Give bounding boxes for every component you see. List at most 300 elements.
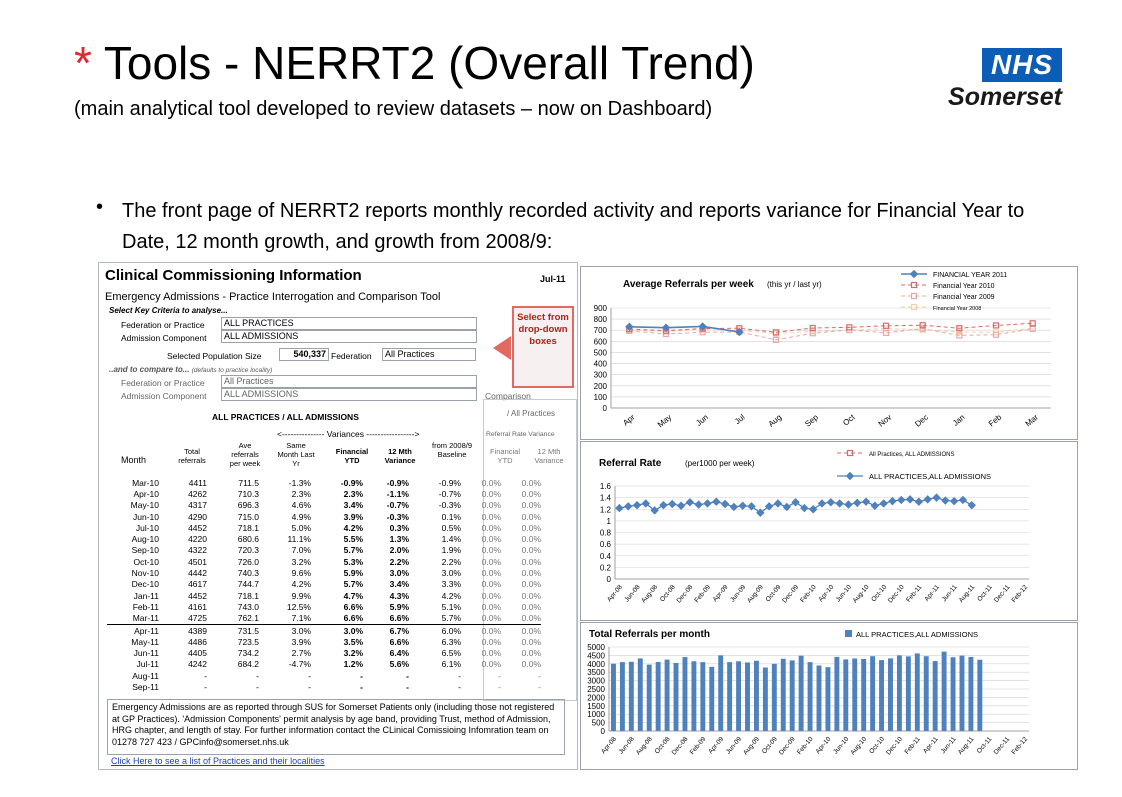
bar [736, 661, 741, 731]
bar [808, 662, 813, 731]
x-tick-label: Aug-08 [634, 735, 654, 757]
cell-twelve: 6.6% [389, 613, 409, 624]
y-tick-label: 0.8 [599, 528, 611, 538]
x-tick-label: Oct-08 [653, 735, 672, 756]
bar [611, 664, 616, 731]
cell-baseline: 4.2% [441, 590, 461, 601]
data-point [704, 500, 711, 507]
cell-month: Jun-11 [133, 648, 159, 659]
cell-ytd: 6.6% [343, 613, 363, 624]
cell-samemonth: - [308, 681, 311, 692]
x-tick-label: Dec-08 [670, 735, 690, 757]
cell-twelve: -0.3% [386, 511, 409, 522]
cell-cmp-ytd: - [498, 670, 501, 681]
y-tick-label: 4500 [587, 651, 605, 661]
tool-subtitle: Emergency Admissions - Practice Interrogation and Comparison Tool [105, 291, 441, 303]
cell-twelve: -0.9% [386, 477, 409, 488]
cell-samemonth: 3.9% [291, 636, 311, 647]
data-point [827, 499, 834, 506]
cell-ave: 680.6 [237, 534, 259, 545]
comparison-practices-label: / All Practices [507, 409, 556, 418]
cell-samemonth: 7.1% [291, 613, 311, 624]
cell-ave: 720.3 [237, 545, 259, 556]
cell-ytd: 5.9% [343, 568, 363, 579]
cell-total: 4161 [188, 601, 207, 612]
cell-cmp-12: 0.0% [521, 511, 541, 522]
x-tick-label: Oct [841, 412, 857, 428]
bar [691, 661, 696, 731]
cell-samemonth: 3.0% [259, 624, 311, 636]
cell-ytd: - [360, 670, 363, 681]
y-tick-label: 0.4 [599, 551, 611, 561]
y-tick-label: 200 [593, 381, 607, 391]
cell-twelve: 5.9% [389, 601, 409, 612]
bar [790, 660, 795, 731]
bar [700, 662, 705, 731]
cell-ave: - [256, 681, 259, 692]
cell-twelve: 6.4% [389, 648, 409, 659]
cell-ave: 696.3 [237, 500, 259, 511]
cell-samemonth: -1.3% [288, 477, 311, 488]
cell-cmp-12: 0.0% [521, 534, 541, 545]
table-row [107, 533, 541, 544]
cell-baseline: 5.1% [441, 601, 461, 612]
cell-ave: 734.2 [237, 648, 259, 659]
x-tick-label: Aug-08 [640, 583, 660, 605]
admission-component-label: Admission Component [121, 333, 207, 343]
x-tick-label: Jun-09 [729, 583, 748, 604]
x-tick-label: Jun-11 [940, 583, 959, 604]
cell-baseline: - [458, 681, 461, 692]
cell-twelve: 3.4% [389, 579, 409, 590]
cell-twelve: 0.3% [389, 522, 409, 533]
legend-label: Financial Year 2010 [933, 283, 995, 290]
cell-total: 4220 [188, 534, 207, 545]
y-tick-label: 700 [593, 326, 607, 336]
y-tick-label: 900 [593, 304, 607, 313]
cell-twelve: -1.1% [386, 488, 409, 499]
y-tick-label: 1.4 [599, 493, 611, 503]
cell-total: 4617 [188, 579, 207, 590]
cell-baseline: 1.9% [441, 545, 461, 556]
cell-cmp-12: 0.0% [521, 636, 541, 647]
bullet-text: The front page of NERRT2 reports monthly recorded activity and reports variance for Financial Year to Date, 12 month growth, and growth from 2008/9: [122, 200, 1025, 253]
cell-cmp-ytd: 0.0% [481, 477, 501, 488]
data-point [713, 498, 720, 505]
cell-cmp-12: 0.0% [501, 624, 541, 636]
series-line [629, 328, 1032, 334]
data-point [924, 496, 931, 503]
compare-component-dropdown[interactable]: ALL ADMISSIONS [221, 388, 477, 401]
cell-baseline: 3.0% [441, 568, 461, 579]
cell-ave: 684.2 [237, 659, 259, 670]
cell-baseline: 6.1% [441, 659, 461, 670]
y-tick-label: 4000 [587, 659, 605, 669]
header-12mth-variance: 12 Mth Variance [384, 447, 416, 465]
header-cmp-financial-ytd: Financial YTD [489, 447, 520, 465]
cell-cmp-ytd: 0.0% [481, 601, 501, 612]
federation-practice-label: Federation or Practice [121, 320, 205, 330]
bar [924, 656, 929, 731]
cell-ave: 723.5 [237, 636, 259, 647]
x-tick-label: Dec-09 [781, 583, 801, 605]
data-point [871, 502, 878, 509]
data-point [678, 502, 685, 509]
y-tick-label: 300 [593, 370, 607, 380]
data-point [695, 501, 702, 508]
cell-month: Dec-10 [131, 579, 159, 590]
cell-ytd: 5.5% [343, 534, 363, 545]
bar [817, 665, 822, 731]
compare-component-label: Admission Component [121, 391, 207, 401]
title-star: * [74, 37, 92, 89]
cell-twelve: 3.0% [389, 568, 409, 579]
data-point [933, 494, 940, 501]
cell-cmp-12: 0.0% [521, 568, 541, 579]
federation-label: Federation [331, 351, 372, 361]
cell-cmp-12: - [538, 670, 541, 681]
x-tick-label: Apr-10 [814, 735, 833, 756]
legend-label: FINANCIAL YEAR 2011 [933, 272, 1008, 279]
bar [888, 658, 893, 731]
data-point [968, 502, 975, 509]
bar [665, 660, 670, 731]
referrals-table-body [107, 477, 541, 693]
cell-month: Apr-10 [133, 488, 159, 499]
cell-month: Jun-10 [133, 511, 159, 522]
x-tick-label: Apr-10 [817, 583, 836, 604]
data-point [686, 499, 693, 506]
cell-baseline: 1.4% [441, 534, 461, 545]
cell-cmp-12: 0.0% [521, 556, 541, 567]
cell-total: 4405 [188, 648, 207, 659]
cell-baseline: -0.3% [438, 500, 461, 511]
cell-cmp-ytd: 0.0% [481, 488, 501, 499]
bar [620, 662, 625, 731]
bar [834, 657, 839, 731]
cell-cmp-ytd: 0.0% [481, 522, 501, 533]
chart-avg-referrals [580, 266, 1078, 440]
cell-cmp-12: 0.0% [521, 500, 541, 511]
x-tick-label: Jul [732, 412, 747, 427]
data-point [660, 502, 667, 509]
bar [951, 657, 956, 731]
variances-label: <--------------- Variances -----------------> [277, 429, 420, 439]
chart-title: Total Referrals per month [589, 629, 710, 640]
x-tick-label: Mar [1023, 412, 1040, 429]
cell-total: 4317 [188, 500, 207, 511]
y-tick-label: 1000 [587, 710, 605, 720]
cell-ave: 711.5 [238, 477, 259, 488]
cell-twelve: 6.7% [363, 624, 409, 636]
x-tick-label: Apr [621, 412, 637, 428]
federation-practice-dropdown[interactable]: ALL PRACTICES [221, 317, 477, 330]
select-callout [512, 306, 574, 388]
cell-twelve: 2.2% [389, 556, 409, 567]
x-tick-label: Feb-09 [688, 735, 708, 757]
cell-ave: 762.1 [237, 613, 259, 624]
cell-total: - [204, 681, 207, 692]
x-tick-label: Oct-11 [976, 583, 994, 603]
avg-referrals-svg [581, 267, 1077, 439]
table-row [107, 601, 541, 612]
cell-total: 4290 [188, 511, 207, 522]
x-tick-label: Aug-09 [742, 735, 761, 757]
chart-title: Referral Rate [599, 458, 662, 469]
y-tick-label: 0 [602, 404, 607, 413]
cell-samemonth: 12.5% [286, 601, 311, 612]
cell-cmp-ytd: 0.0% [481, 545, 501, 556]
cell-samemonth: 4.9% [291, 511, 311, 522]
bar [852, 658, 857, 731]
x-tick-label: Dec-11 [992, 735, 1012, 756]
compare-federation-label: Federation or Practice [121, 378, 205, 388]
x-tick-label: Aug-09 [746, 583, 765, 605]
cell-cmp-12: 0.0% [521, 545, 541, 556]
cell-twelve: - [406, 670, 409, 681]
cell-ytd: 5.7% [343, 579, 363, 590]
legend-label: Financial Year 2008 [933, 306, 982, 312]
bar [638, 658, 643, 731]
cell-baseline: -0.9% [438, 477, 461, 488]
x-tick-label: Jun-09 [724, 735, 744, 756]
cell-twelve: 2.0% [389, 545, 409, 556]
y-tick-label: 400 [593, 359, 607, 369]
data-point [669, 501, 676, 508]
x-tick-label: Jun-10 [832, 735, 851, 756]
cell-samemonth: - [308, 670, 311, 681]
x-tick-label: Feb-12 [1010, 583, 1030, 605]
compare-label-text: ..and to compare to... [109, 365, 190, 374]
header-baseline: from 2008/9 Baseline [431, 441, 473, 459]
cell-month: Sep-10 [131, 545, 159, 556]
x-tick-label: Dec-08 [675, 583, 695, 605]
cell-ave: 726.0 [237, 556, 259, 567]
footer-note: Emergency Admissions are as reported through SUS for Somerset Patients only (including those not registered at GP Practices). 'Admission Components' permit analysis by age band, providing Trust, method of Admission, HRG chapter, and length of stay. For further information contact the CLinical Comissioing Infomration team on 01278 727 423 / GPCinfo@somerset.nhs.uk [107, 699, 565, 755]
cell-ytd: 5.7% [343, 545, 363, 556]
bar [718, 655, 723, 731]
cell-month: Feb-11 [132, 601, 159, 612]
data-point [625, 503, 632, 510]
bar [906, 656, 911, 731]
select-criteria-label: Select Key Criteria to analyse... [109, 306, 228, 315]
callout-text: Select from drop-down boxes [517, 312, 569, 347]
cell-cmp-ytd: 0.0% [481, 648, 501, 659]
legend-label: All Practices, ALL ADMISSIONS [869, 452, 955, 458]
title-text: Tools - NERRT2 (Overall Trend) [103, 37, 755, 89]
cell-cmp-12: 0.0% [521, 488, 541, 499]
cell-total: 4501 [188, 556, 207, 567]
table-row [107, 477, 541, 488]
cell-ave: 740.3 [237, 568, 259, 579]
chart-title: Average Referrals per week [623, 279, 754, 290]
table-row [107, 579, 541, 590]
data-point [836, 500, 843, 507]
x-tick-label: Feb-11 [905, 583, 924, 604]
y-tick-label: 0.6 [599, 540, 611, 550]
cell-ytd: 2.3% [343, 488, 363, 499]
data-point [907, 496, 914, 503]
y-tick-label: 500 [591, 718, 605, 728]
header-total-referrals: Total referrals [178, 447, 206, 465]
cell-ytd: 3.5% [343, 636, 363, 647]
cell-samemonth: 9.9% [291, 590, 311, 601]
cell-cmp-12: 0.0% [521, 579, 541, 590]
table-row [107, 545, 541, 556]
bar [709, 667, 714, 731]
table-row [107, 670, 541, 681]
x-tick-label: Feb-09 [693, 583, 713, 605]
table-row [107, 624, 541, 636]
total-referrals-svg [581, 623, 1077, 769]
bar [727, 662, 732, 731]
cell-ytd: 4.2% [343, 522, 363, 533]
x-tick-label: Apr-09 [707, 735, 726, 756]
data-point [819, 500, 826, 507]
data-point [889, 498, 896, 505]
cell-month: Sep-11 [132, 681, 159, 692]
bullet-dot-icon: • [96, 196, 104, 218]
cell-month: May-10 [130, 500, 159, 511]
bar [879, 660, 884, 731]
bar [656, 662, 661, 731]
cell-ytd: 3.2% [343, 648, 363, 659]
cell-cmp-ytd: 0.0% [481, 556, 501, 567]
table-heading: ALL PRACTICES / ALL ADMISSIONS [212, 412, 359, 422]
y-tick-label: 1.2 [599, 505, 611, 515]
bar [861, 659, 866, 731]
x-tick-label: Oct-10 [870, 583, 889, 604]
legend-label: ALL PRACTICES,ALL ADMISSIONS [856, 630, 978, 639]
bar [763, 667, 768, 731]
bar [629, 662, 634, 731]
table-row [107, 522, 541, 533]
bar [977, 660, 982, 731]
table-row [107, 659, 541, 670]
referral-rate-svg [581, 442, 1077, 620]
cell-ave: 718.1 [237, 590, 259, 601]
cell-month: Apr-11 [107, 624, 165, 636]
cell-baseline: 0.5% [441, 522, 461, 533]
cell-cmp-12: 0.0% [521, 648, 541, 659]
cell-cmp-ytd: 0.0% [481, 511, 501, 522]
compare-federation-dropdown[interactable]: All Practices [221, 375, 477, 388]
cell-ytd: 3.0% [311, 624, 363, 636]
cell-samemonth: 9.6% [291, 568, 311, 579]
data-point [863, 498, 870, 505]
cell-samemonth: 4.2% [291, 579, 311, 590]
header-cmp-12mth-variance: 12 Mth Variance [534, 447, 564, 465]
x-tick-label: Jun-08 [623, 583, 642, 604]
x-tick-label: Aug-10 [851, 583, 871, 605]
bar [754, 661, 759, 731]
federation-dropdown[interactable]: All Practices [382, 348, 476, 361]
y-tick-label: 5000 [587, 643, 605, 652]
bar [915, 653, 920, 731]
cell-baseline: - [458, 670, 461, 681]
cell-baseline: 5.7% [441, 613, 461, 624]
compare-hint: (defaults to practice locality) [191, 367, 273, 374]
cell-cmp-ytd: 0.0% [481, 579, 501, 590]
x-tick-label: Feb-10 [799, 583, 818, 605]
cell-cmp-12: 0.0% [521, 590, 541, 601]
header-ave-referrals: Ave referrals per week [229, 441, 261, 468]
data-point [951, 498, 958, 505]
x-tick-label: Jan [950, 412, 967, 428]
population-size-value: 540,337 [279, 348, 329, 361]
y-tick-label: 600 [593, 337, 607, 347]
data-point [616, 505, 623, 512]
table-row [107, 556, 541, 567]
x-tick-label: Oct-11 [975, 735, 994, 755]
data-point [915, 498, 922, 505]
x-tick-label: May [655, 412, 674, 430]
x-tick-label: Oct-09 [764, 583, 783, 604]
x-tick-label: Feb [986, 412, 1004, 429]
y-tick-label: 1.6 [599, 482, 611, 491]
y-tick-label: 1 [606, 516, 611, 526]
x-tick-label: Apr-11 [923, 583, 942, 603]
cell-ytd: -0.9% [340, 477, 363, 488]
y-tick-label: 500 [593, 348, 607, 358]
cell-month: Mar-11 [132, 613, 159, 624]
data-point [739, 502, 746, 509]
referrals-table [107, 477, 541, 693]
x-tick-label: Jun-08 [617, 735, 636, 756]
legend-marker [847, 473, 854, 480]
cell-total: 4452 [188, 522, 207, 533]
cell-ave: 743.0 [237, 601, 259, 612]
admission-component-dropdown[interactable]: ALL ADMISSIONS [221, 330, 477, 343]
x-tick-label: Feb-11 [903, 735, 922, 756]
y-tick-label: 3500 [587, 668, 605, 678]
data-point [792, 499, 799, 506]
data-point [722, 501, 729, 508]
table-row [107, 613, 541, 625]
cell-ytd: 5.3% [343, 556, 363, 567]
y-tick-label: 0.2 [599, 563, 611, 573]
cell-cmp-ytd: 0.0% [481, 613, 501, 624]
chart-title-note: (this yr / last yr) [767, 280, 822, 289]
x-tick-label: Dec-10 [886, 583, 906, 605]
data-point [880, 500, 887, 507]
x-tick-label: Oct-09 [760, 735, 779, 756]
bar [772, 664, 777, 731]
tool-title: Clinical Commissioning Information [105, 267, 362, 284]
practices-list-link[interactable]: Click Here to see a list of Practices and their localities [111, 756, 325, 766]
x-tick-label: Feb-12 [1010, 735, 1030, 757]
bar [897, 655, 902, 731]
cell-baseline: 2.2% [441, 556, 461, 567]
cell-cmp-12: 0.0% [521, 477, 541, 488]
cell-cmp-ytd: 0.0% [481, 568, 501, 579]
table-row [107, 511, 541, 522]
x-tick-label: Oct-10 [868, 735, 887, 756]
cell-total: 4322 [188, 545, 207, 556]
cell-cmp-ytd: 0.0% [481, 636, 501, 647]
cell-month: Oct-10 [133, 556, 159, 567]
cell-cmp-ytd: 0.0% [481, 500, 501, 511]
data-point [634, 502, 641, 509]
population-size-label: Selected Population Size [167, 351, 262, 361]
bar [960, 656, 965, 731]
cell-samemonth: 3.2% [291, 556, 311, 567]
cell-month: Mar-10 [132, 477, 159, 488]
cell-ave: - [256, 670, 259, 681]
x-tick-label: Aug-11 [957, 583, 977, 604]
cell-samemonth: 2.3% [291, 488, 311, 499]
cell-ave: 731.5 [207, 624, 259, 636]
